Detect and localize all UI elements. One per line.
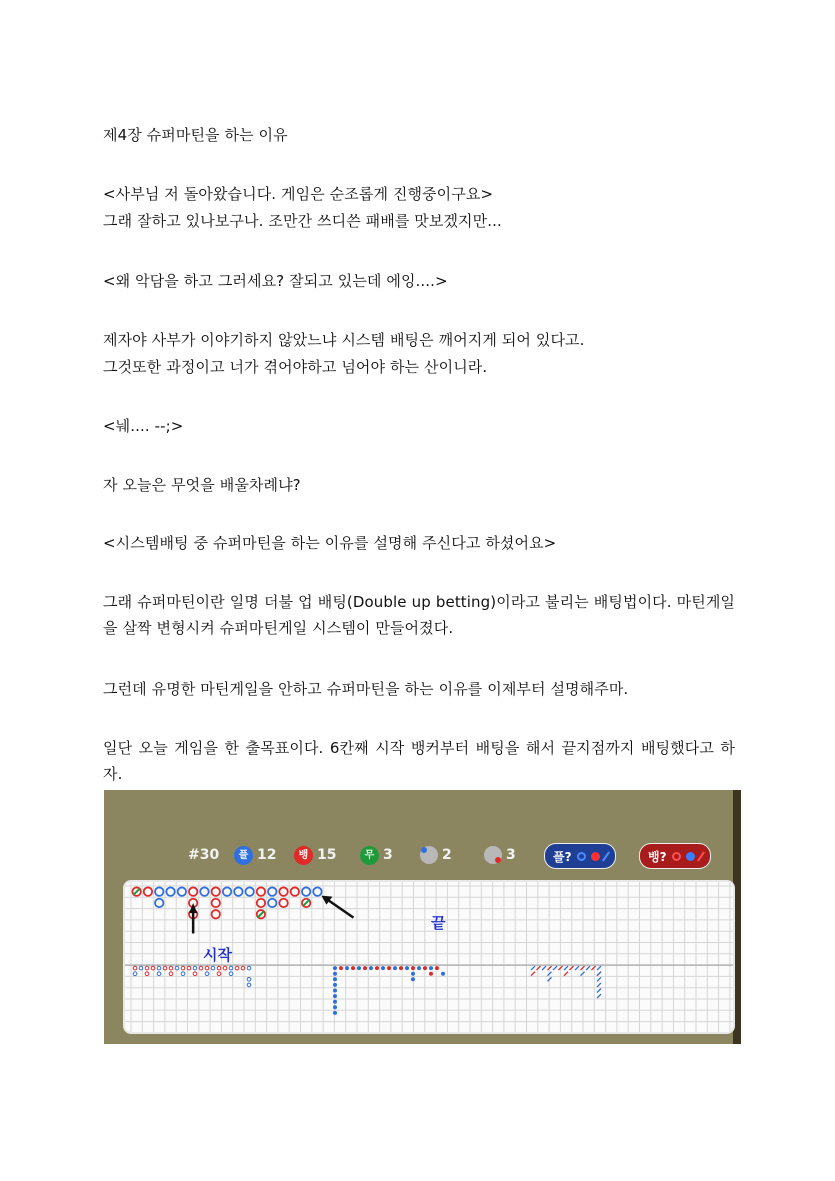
road-dot [375,966,379,970]
baccarat-scoreboard-image [104,790,741,1044]
bead-mark [223,966,227,970]
banker-predict-button[interactable] [639,843,711,869]
banker-mark [212,887,220,895]
bead-mark [181,972,185,976]
tie-count: 3 [383,847,393,863]
road-slash [592,966,596,970]
round-counter [188,840,219,870]
ring-icon [577,852,586,861]
banker-mark [212,899,220,907]
bead-mark [151,966,155,970]
banker-mark [257,899,265,907]
bead-mark [205,972,209,976]
bead-mark [247,983,251,987]
dialogue-line: <왜 악담을 하고 그러세요? 잘되고 있는데 에잉....> [103,272,448,290]
road-dot [411,972,415,976]
player-count: 12 [257,847,277,863]
bead-mark [157,966,161,970]
bead-mark [145,972,149,976]
player-stat [234,840,276,870]
slash-icon [602,851,610,861]
road-slash [564,966,568,970]
road-dot [411,977,415,981]
road-dot [333,989,337,993]
road-dot [369,966,373,970]
road-dot [387,966,391,970]
ring-icon [672,852,681,861]
chapter-title: 제4장 슈퍼마틴을 하는 이유 [103,126,288,144]
bead-mark [217,966,221,970]
slash-icon [697,851,705,861]
road-slash [531,972,535,976]
banker-mark [189,887,197,895]
player-mark [223,887,231,895]
banker-mark [212,910,220,918]
bead-mark [211,966,215,970]
dialogue-line: <눼.... --;> [103,417,184,435]
road-slash [597,983,601,987]
player-mark [178,887,186,895]
tie-slash [258,911,264,917]
bead-mark [169,966,173,970]
road-slash [553,966,557,970]
banker-pair-icon [484,846,502,864]
banker-stat [294,840,336,870]
road-slash [597,977,601,981]
round-number: #30 [188,847,220,863]
road-dot [423,966,427,970]
bead-mark [217,972,221,976]
banker-mark [144,887,152,895]
road-dot [333,1000,337,1004]
banker-pair-count: 3 [506,847,516,863]
player-pair-count: 2 [442,847,452,863]
start-arrowhead [189,903,197,913]
dialogue-line: 자 오늘은 무엇을 배울차례냐? [103,476,301,494]
bead-mark [145,966,149,970]
road-slash [597,972,601,976]
road-dot [345,966,349,970]
road-dot [417,966,421,970]
road-dot [333,972,337,976]
road-slash [597,966,601,970]
road-dot [393,966,397,970]
banker-mark [257,887,265,895]
bead-mark [193,972,197,976]
player-mark [155,899,163,907]
banker-predict-label: 뱅? [648,849,667,864]
road-slash [537,966,541,970]
road-slash [531,966,535,970]
player-mark [245,887,253,895]
stats-bar [104,840,734,870]
bead-mark [199,966,203,970]
bead-mark [133,972,137,976]
road-dot [333,994,337,998]
body-paragraph: 그런데 유명한 마틴게일을 안하고 슈퍼마틴을 하는 이유를 이제부터 설명해주마. [103,680,629,698]
player-mark [268,887,276,895]
banker-badge: 뱅 [294,846,313,865]
banker-mark [279,887,287,895]
bead-mark [169,972,173,976]
road-dot [339,966,343,970]
road-slash [586,966,590,970]
end-label: 끝 [431,914,446,932]
body-paragraph: 그래 슈퍼마틴이란 일명 더불 업 배팅(Double up betting)이라고 불리는 배팅법이다. 마틴게일을 살짝 변형시켜 슈퍼마틴게일 시스템이 만들어졌다. [103,593,735,637]
dot-icon [591,852,600,861]
road-slash [575,966,579,970]
player-predict-label: 플? [553,849,572,864]
road-dot [411,966,415,970]
bead-mark [157,972,161,976]
bead-mark [247,966,251,970]
road-dot [357,966,361,970]
player-mark [268,899,276,907]
road-dot [351,966,355,970]
road-dot [381,966,385,970]
player-mark [234,887,242,895]
road-dot [399,966,403,970]
body-paragraph: 일단 오늘 게임을 한 출목표이다. 6칸째 시작 뱅커부터 배팅을 해서 끝지점까지 배팅했다고 하자. [103,739,735,783]
bead-mark [205,966,209,970]
road-grid-panel [123,880,735,1034]
tie-slash [134,889,140,895]
bead-mark [133,966,137,970]
player-mark [155,887,163,895]
road-dot [435,966,439,970]
road-dot [333,983,337,987]
road-slash [597,989,601,993]
bead-mark [235,966,239,970]
player-mark [200,887,208,895]
dialogue-line: 그것또한 과정이고 너가 겪어야하고 넘어야 하는 산이니라. [103,358,488,376]
player-mark [313,887,321,895]
tie-stat [360,840,393,870]
dialogue-line: 그래 잘하고 있나보구나. 조만간 쓰디쓴 패배를 맛보겠지만... [103,212,502,230]
player-mark [302,887,310,895]
dialogue-line: <시스템배팅 중 슈퍼마틴을 하는 이유를 설명해 주신다고 하셨어요> [103,534,557,552]
player-badge: 플 [234,846,253,865]
bead-mark [193,966,197,970]
banker-pair-stat [484,840,516,870]
road-dot [333,1005,337,1009]
player-pair-icon [420,846,438,864]
player-mark [166,887,174,895]
tie-badge: 무 [360,846,379,865]
start-label: 시작 [203,946,232,964]
banker-count: 15 [317,847,337,863]
road-dot [429,972,433,976]
tie-slash [303,900,309,906]
player-pair-stat [420,840,452,870]
road-dot [441,972,445,976]
dot-icon [686,852,695,861]
player-predict-button[interactable] [544,843,616,869]
road-dot [405,966,409,970]
dialogue-line: <사부님 저 돌아왔습니다. 게임은 순조롭게 진행중이구요> [103,185,494,203]
road-dot [429,966,433,970]
bead-mark [247,978,251,982]
dialogue-line: 제자야 사부가 이야기하지 않았느냐 시스템 배팅은 깨어지게 되어 있다고. [103,331,585,349]
bead-mark [181,966,185,970]
road-dot [363,966,367,970]
road-slash [542,966,546,970]
banker-mark [279,899,287,907]
road-slash [564,972,568,976]
road-dot [333,966,337,970]
road-dot [333,977,337,981]
road-dot [333,1011,337,1015]
road-slash [597,994,601,998]
banker-mark [291,887,299,895]
